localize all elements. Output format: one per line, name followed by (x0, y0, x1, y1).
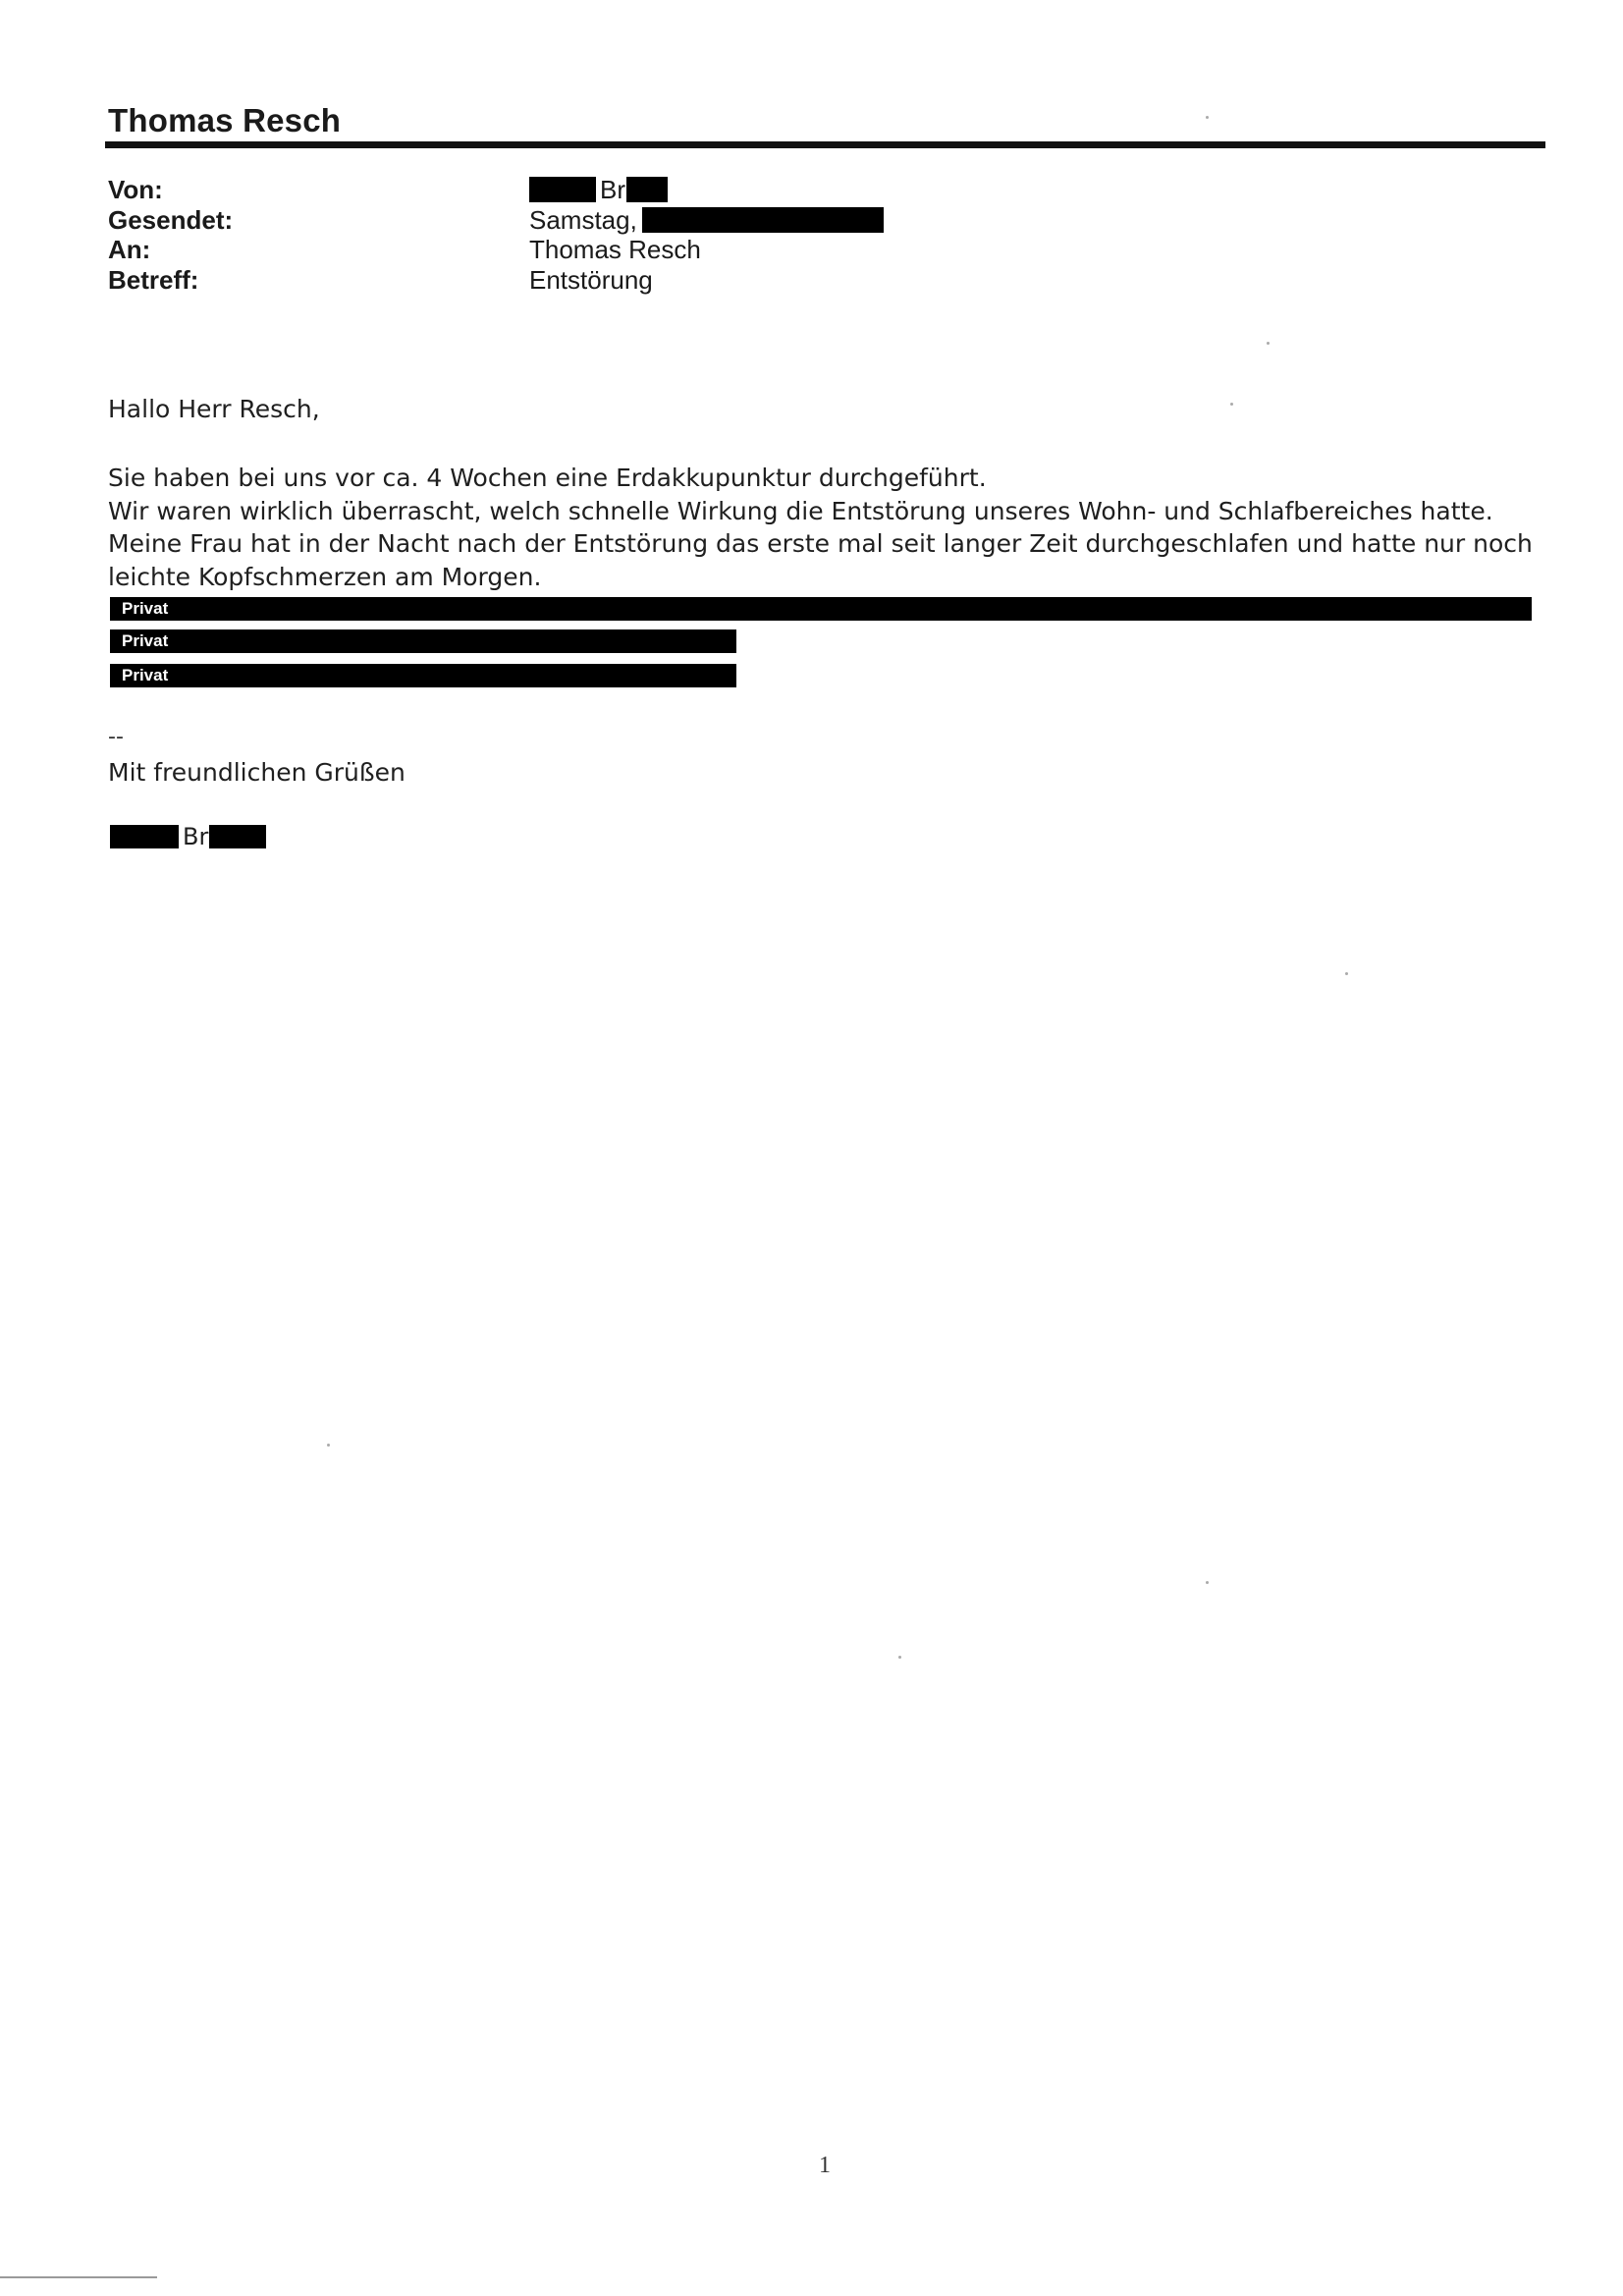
redaction-block (626, 177, 668, 202)
scan-speck (1230, 403, 1233, 406)
redaction-block (529, 177, 596, 202)
meta-label-to: An: (108, 235, 151, 264)
signature-name-fragment: Br (183, 823, 209, 850)
meta-value-to: Thomas Resch (529, 235, 701, 264)
redaction-block (209, 825, 266, 848)
meta-row-from (108, 175, 1384, 205)
redaction-block (642, 207, 884, 233)
page-number: 1 (819, 2153, 831, 2178)
body-line: Meine Frau hat in der Nacht nach der Entstörung das erste mal seit langer Zeit durchgeschlafen und hatte nur noch (108, 529, 1533, 558)
meta-value-from (529, 175, 668, 204)
meta-value-subject: Entstörung (529, 264, 653, 295)
body-line: Sie haben bei uns vor ca. 4 Wochen eine Erdakkupunktur durchgeführt. (108, 464, 987, 492)
greeting: Hallo Herr Resch, (108, 395, 320, 423)
sent-day: Samstag, (529, 204, 637, 235)
meta-row-subject (108, 265, 1384, 296)
body-line: leichte Kopfschmerzen am Morgen. (108, 562, 542, 591)
scan-artifact-line (0, 2276, 157, 2278)
redacted-private-line: Privat (110, 597, 1532, 621)
body-paragraph (108, 462, 1561, 593)
scan-speck (1206, 1581, 1209, 1584)
scan-speck (327, 1444, 330, 1447)
meta-row-to (108, 235, 1384, 265)
meta-label-subject: Betreff: (108, 264, 199, 295)
scan-speck (1206, 116, 1209, 119)
meta-value-sent (529, 205, 884, 235)
redacted-private-line: Privat (110, 664, 736, 687)
scan-speck (898, 1656, 901, 1659)
from-name-fragment: Br (600, 175, 625, 204)
sender-name-header: Thomas Resch (108, 102, 342, 138)
signature (110, 823, 266, 850)
signature-separator: -- (108, 725, 124, 749)
email-meta (108, 175, 1384, 295)
closing-line: Mit freundlichen Grüßen (108, 758, 406, 787)
redaction-block (110, 825, 179, 848)
meta-row-sent (108, 205, 1384, 236)
meta-label-from: Von: (108, 175, 163, 204)
redacted-private-line: Privat (110, 629, 736, 653)
header-divider (105, 141, 1545, 148)
body-line: Wir waren wirklich überrascht, welch schnelle Wirkung die Entstörung unseres Wohn- und Schlafbereiches hatte. (108, 496, 1493, 525)
scan-speck (1267, 342, 1270, 345)
meta-label-sent: Gesendet: (108, 204, 234, 235)
scan-speck (1345, 972, 1348, 975)
